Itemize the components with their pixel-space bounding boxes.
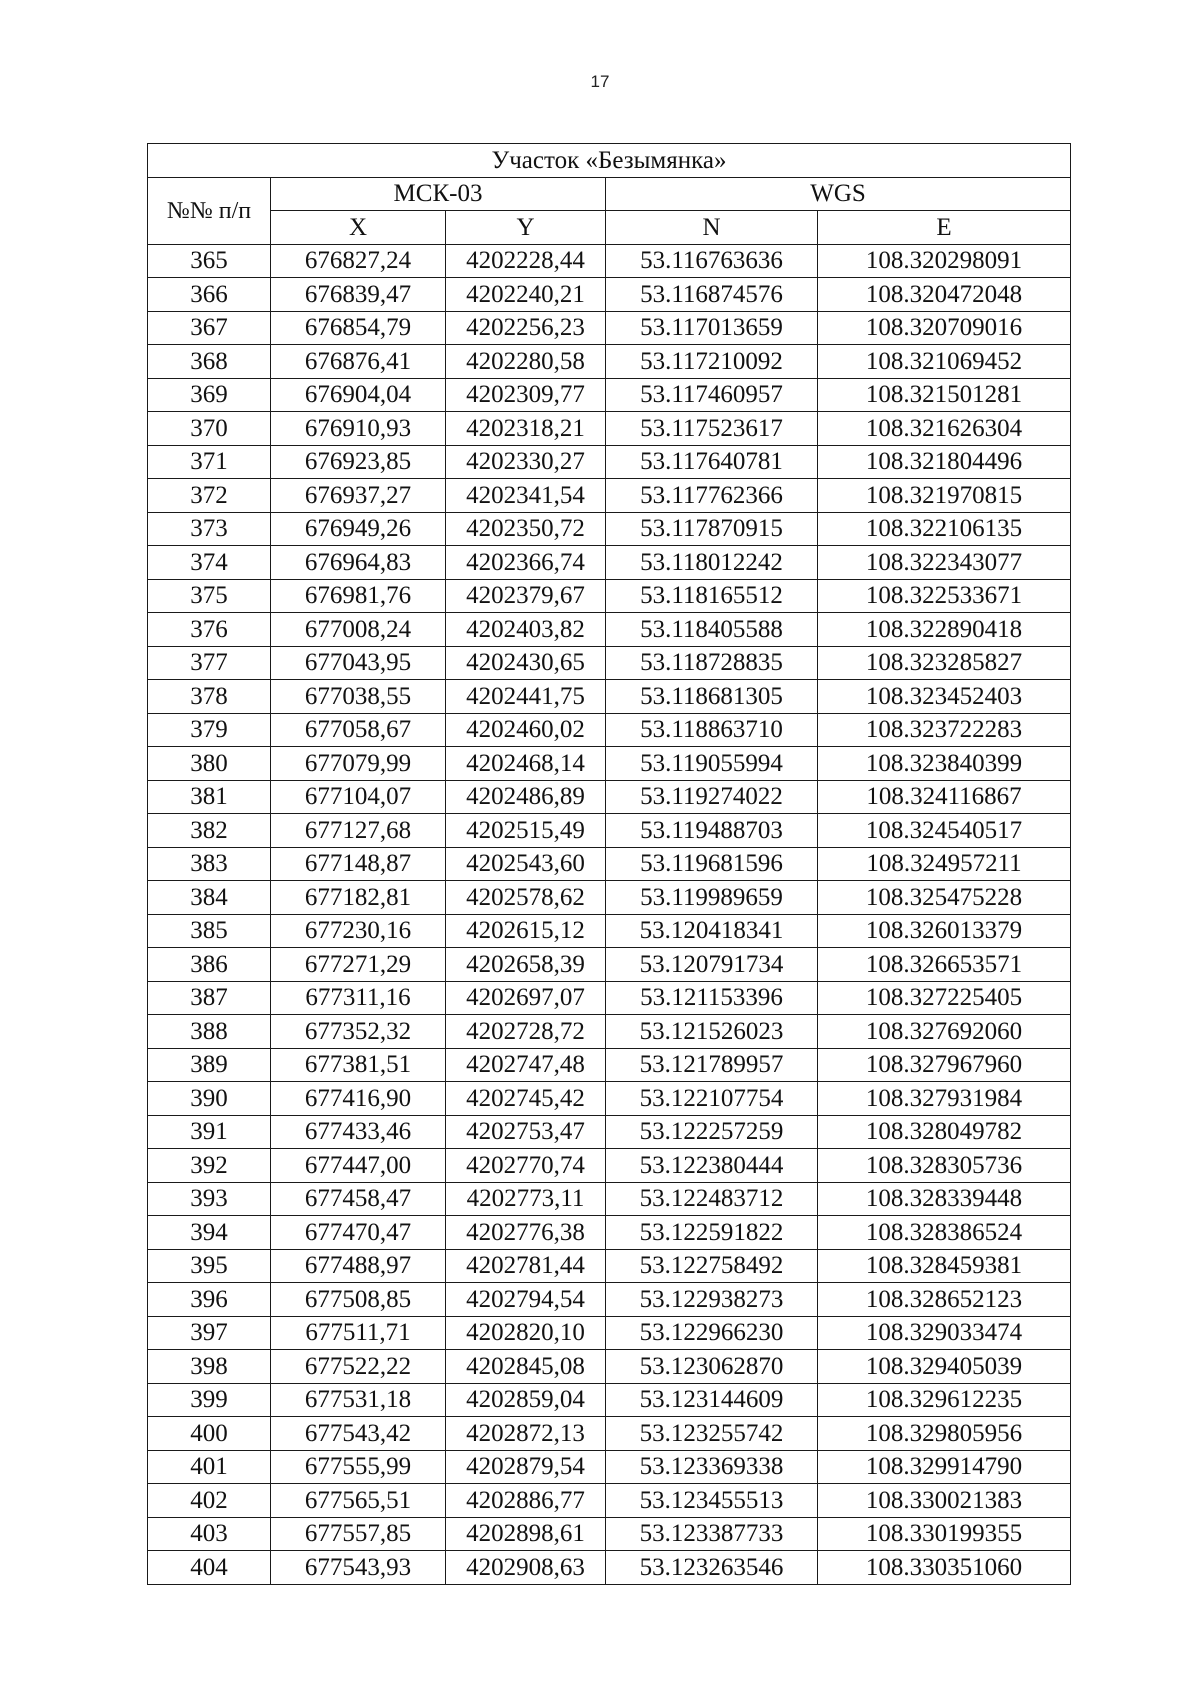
cell-number: 404 <box>148 1551 271 1585</box>
table-row <box>148 546 1071 580</box>
cell-n: 53.118728835 <box>606 646 818 680</box>
cell-y: 4202859,04 <box>446 1383 606 1417</box>
cell-n: 53.118012242 <box>606 546 818 580</box>
cell-e: 108.320709016 <box>818 311 1071 345</box>
column-header-n: N <box>606 211 818 245</box>
cell-e: 108.323452403 <box>818 680 1071 714</box>
cell-x: 677148,87 <box>271 847 446 881</box>
group-header-msk: МСК-03 <box>271 177 606 211</box>
cell-y: 4202543,60 <box>446 847 606 881</box>
cell-n: 53.123387733 <box>606 1517 818 1551</box>
cell-number: 389 <box>148 1048 271 1082</box>
cell-y: 4202745,42 <box>446 1082 606 1116</box>
cell-number: 388 <box>148 1015 271 1049</box>
cell-x: 677079,99 <box>271 747 446 781</box>
cell-number: 371 <box>148 445 271 479</box>
cell-n: 53.118863710 <box>606 713 818 747</box>
cell-y: 4202228,44 <box>446 244 606 278</box>
table-row <box>148 1417 1071 1451</box>
group-header-wgs: WGS <box>606 177 1071 211</box>
cell-x: 677038,55 <box>271 680 446 714</box>
cell-e: 108.320472048 <box>818 278 1071 312</box>
cell-e: 108.327931984 <box>818 1082 1071 1116</box>
cell-e: 108.329033474 <box>818 1316 1071 1350</box>
cell-number: 372 <box>148 479 271 513</box>
cell-x: 676910,93 <box>271 412 446 446</box>
cell-number: 397 <box>148 1316 271 1350</box>
cell-e: 108.328652123 <box>818 1283 1071 1317</box>
cell-x: 676876,41 <box>271 345 446 379</box>
cell-e: 108.330351060 <box>818 1551 1071 1585</box>
cell-x: 677104,07 <box>271 780 446 814</box>
cell-x: 677458,47 <box>271 1182 446 1216</box>
cell-number: 391 <box>148 1115 271 1149</box>
cell-x: 677433,46 <box>271 1115 446 1149</box>
cell-number: 373 <box>148 512 271 546</box>
cell-e: 108.327692060 <box>818 1015 1071 1049</box>
cell-y: 4202350,72 <box>446 512 606 546</box>
table-row <box>148 1015 1071 1049</box>
table-row <box>148 948 1071 982</box>
cell-e: 108.322533671 <box>818 579 1071 613</box>
table-row <box>148 713 1071 747</box>
cell-n: 53.119681596 <box>606 847 818 881</box>
cell-number: 369 <box>148 378 271 412</box>
cell-number: 401 <box>148 1450 271 1484</box>
cell-x: 677182,81 <box>271 881 446 915</box>
cell-e: 108.326013379 <box>818 914 1071 948</box>
cell-x: 676923,85 <box>271 445 446 479</box>
cell-e: 108.322890418 <box>818 613 1071 647</box>
cell-n: 53.122591822 <box>606 1216 818 1250</box>
cell-e: 108.329405039 <box>818 1350 1071 1384</box>
cell-n: 53.119488703 <box>606 814 818 848</box>
column-header-e: E <box>818 211 1071 245</box>
cell-n: 53.118681305 <box>606 680 818 714</box>
cell-e: 108.329914790 <box>818 1450 1071 1484</box>
cell-y: 4202318,21 <box>446 412 606 446</box>
cell-y: 4202366,74 <box>446 546 606 580</box>
cell-x: 676839,47 <box>271 278 446 312</box>
cell-n: 53.118405588 <box>606 613 818 647</box>
cell-y: 4202330,27 <box>446 445 606 479</box>
cell-y: 4202240,21 <box>446 278 606 312</box>
cell-n: 53.119055994 <box>606 747 818 781</box>
cell-number: 396 <box>148 1283 271 1317</box>
table-row <box>148 1182 1071 1216</box>
cell-e: 108.328459381 <box>818 1249 1071 1283</box>
table-row <box>148 1517 1071 1551</box>
cell-number: 395 <box>148 1249 271 1283</box>
cell-y: 4202770,74 <box>446 1149 606 1183</box>
table-row <box>148 814 1071 848</box>
table-row <box>148 445 1071 479</box>
group-header-row <box>148 177 1071 211</box>
cell-x: 677488,97 <box>271 1249 446 1283</box>
cell-y: 4202256,23 <box>446 311 606 345</box>
cell-n: 53.122483712 <box>606 1182 818 1216</box>
table-row <box>148 680 1071 714</box>
cell-n: 53.123062870 <box>606 1350 818 1384</box>
cell-number: 375 <box>148 579 271 613</box>
cell-number: 379 <box>148 713 271 747</box>
cell-x: 677543,93 <box>271 1551 446 1585</box>
table-row <box>148 1350 1071 1384</box>
cell-x: 676949,26 <box>271 512 446 546</box>
table-row <box>148 881 1071 915</box>
cell-y: 4202615,12 <box>446 914 606 948</box>
cell-y: 4202728,72 <box>446 1015 606 1049</box>
cell-y: 4202309,77 <box>446 378 606 412</box>
cell-x: 677271,29 <box>271 948 446 982</box>
cell-e: 108.323722283 <box>818 713 1071 747</box>
cell-x: 677555,99 <box>271 1450 446 1484</box>
cell-x: 677508,85 <box>271 1283 446 1317</box>
cell-y: 4202753,47 <box>446 1115 606 1149</box>
table-row <box>148 981 1071 1015</box>
cell-n: 53.123263546 <box>606 1551 818 1585</box>
cell-number: 400 <box>148 1417 271 1451</box>
cell-y: 4202794,54 <box>446 1283 606 1317</box>
cell-n: 53.116874576 <box>606 278 818 312</box>
cell-x: 677531,18 <box>271 1383 446 1417</box>
table-row <box>148 512 1071 546</box>
cell-y: 4202898,61 <box>446 1517 606 1551</box>
cell-e: 108.329805956 <box>818 1417 1071 1451</box>
cell-number: 398 <box>148 1350 271 1384</box>
table-row <box>148 378 1071 412</box>
table-row <box>148 1216 1071 1250</box>
cell-number: 393 <box>148 1182 271 1216</box>
cell-n: 53.123455513 <box>606 1484 818 1518</box>
cell-n: 53.122966230 <box>606 1316 818 1350</box>
cell-number: 402 <box>148 1484 271 1518</box>
cell-x: 677416,90 <box>271 1082 446 1116</box>
table-row <box>148 311 1071 345</box>
table-row <box>148 780 1071 814</box>
table-row <box>148 1249 1071 1283</box>
cell-number: 383 <box>148 847 271 881</box>
cell-n: 53.121153396 <box>606 981 818 1015</box>
cell-number: 394 <box>148 1216 271 1250</box>
table-row <box>148 345 1071 379</box>
cell-number: 365 <box>148 244 271 278</box>
cell-n: 53.123255742 <box>606 1417 818 1451</box>
column-header-number: №№ п/п <box>148 177 271 244</box>
cell-n: 53.123369338 <box>606 1450 818 1484</box>
table-row <box>148 1551 1071 1585</box>
cell-e: 108.322106135 <box>818 512 1071 546</box>
cell-x: 677470,47 <box>271 1216 446 1250</box>
table-row <box>148 1082 1071 1116</box>
cell-n: 53.123144609 <box>606 1383 818 1417</box>
cell-x: 677127,68 <box>271 814 446 848</box>
cell-y: 4202845,08 <box>446 1350 606 1384</box>
cell-x: 676937,27 <box>271 479 446 513</box>
table-title: Участок «Безымянка» <box>148 144 1071 178</box>
table-row <box>148 847 1071 881</box>
cell-x: 677381,51 <box>271 1048 446 1082</box>
cell-y: 4202697,07 <box>446 981 606 1015</box>
table-row <box>148 1316 1071 1350</box>
column-header-x: X <box>271 211 446 245</box>
cell-y: 4202578,62 <box>446 881 606 915</box>
cell-n: 53.117210092 <box>606 345 818 379</box>
cell-number: 399 <box>148 1383 271 1417</box>
cell-number: 370 <box>148 412 271 446</box>
table-title-row <box>148 144 1071 178</box>
table-row <box>148 278 1071 312</box>
cell-x: 677565,51 <box>271 1484 446 1518</box>
cell-n: 53.121526023 <box>606 1015 818 1049</box>
cell-x: 676827,24 <box>271 244 446 278</box>
cell-e: 108.328049782 <box>818 1115 1071 1149</box>
cell-y: 4202820,10 <box>446 1316 606 1350</box>
cell-n: 53.117460957 <box>606 378 818 412</box>
cell-e: 108.323285827 <box>818 646 1071 680</box>
cell-x: 677447,00 <box>271 1149 446 1183</box>
cell-x: 677230,16 <box>271 914 446 948</box>
cell-n: 53.117640781 <box>606 445 818 479</box>
cell-y: 4202403,82 <box>446 613 606 647</box>
cell-n: 53.118165512 <box>606 579 818 613</box>
cell-number: 381 <box>148 780 271 814</box>
cell-number: 382 <box>148 814 271 848</box>
cell-number: 376 <box>148 613 271 647</box>
cell-x: 677311,16 <box>271 981 446 1015</box>
cell-y: 4202747,48 <box>446 1048 606 1082</box>
cell-y: 4202280,58 <box>446 345 606 379</box>
cell-y: 4202781,44 <box>446 1249 606 1283</box>
table-row <box>148 1450 1071 1484</box>
cell-e: 108.324957211 <box>818 847 1071 881</box>
page-number: 17 <box>590 72 610 91</box>
cell-number: 392 <box>148 1149 271 1183</box>
cell-e: 108.321501281 <box>818 378 1071 412</box>
cell-x: 677352,32 <box>271 1015 446 1049</box>
cell-y: 4202886,77 <box>446 1484 606 1518</box>
cell-y: 4202430,65 <box>446 646 606 680</box>
table-row <box>148 412 1071 446</box>
cell-y: 4202460,02 <box>446 713 606 747</box>
cell-e: 108.321626304 <box>818 412 1071 446</box>
cell-number: 368 <box>148 345 271 379</box>
table-body <box>148 244 1071 1584</box>
cell-y: 4202468,14 <box>446 747 606 781</box>
cell-e: 108.330021383 <box>818 1484 1071 1518</box>
cell-x: 676964,83 <box>271 546 446 580</box>
cell-e: 108.321970815 <box>818 479 1071 513</box>
cell-e: 108.327967960 <box>818 1048 1071 1082</box>
table-row <box>148 747 1071 781</box>
cell-number: 385 <box>148 914 271 948</box>
table-row <box>148 1484 1071 1518</box>
cell-x: 677008,24 <box>271 613 446 647</box>
table-row <box>148 646 1071 680</box>
cell-y: 4202486,89 <box>446 780 606 814</box>
coordinates-table <box>147 143 1071 1585</box>
cell-number: 377 <box>148 646 271 680</box>
cell-y: 4202776,38 <box>446 1216 606 1250</box>
cell-y: 4202872,13 <box>446 1417 606 1451</box>
cell-n: 53.121789957 <box>606 1048 818 1082</box>
cell-x: 677511,71 <box>271 1316 446 1350</box>
cell-e: 108.329612235 <box>818 1383 1071 1417</box>
table-row <box>148 479 1071 513</box>
cell-e: 108.324116867 <box>818 780 1071 814</box>
cell-e: 108.326653571 <box>818 948 1071 982</box>
cell-y: 4202341,54 <box>446 479 606 513</box>
cell-n: 53.120791734 <box>606 948 818 982</box>
cell-n: 53.120418341 <box>606 914 818 948</box>
cell-y: 4202879,54 <box>446 1450 606 1484</box>
cell-number: 367 <box>148 311 271 345</box>
cell-n: 53.117762366 <box>606 479 818 513</box>
table-row <box>148 1048 1071 1082</box>
cell-y: 4202515,49 <box>446 814 606 848</box>
column-header-y: Y <box>446 211 606 245</box>
table-row <box>148 1115 1071 1149</box>
cell-n: 53.117870915 <box>606 512 818 546</box>
cell-x: 677543,42 <box>271 1417 446 1451</box>
cell-number: 386 <box>148 948 271 982</box>
cell-number: 387 <box>148 981 271 1015</box>
cell-number: 403 <box>148 1517 271 1551</box>
cell-y: 4202379,67 <box>446 579 606 613</box>
cell-x: 677043,95 <box>271 646 446 680</box>
cell-e: 108.324540517 <box>818 814 1071 848</box>
cell-e: 108.330199355 <box>818 1517 1071 1551</box>
cell-n: 53.116763636 <box>606 244 818 278</box>
table-row <box>148 244 1071 278</box>
cell-number: 366 <box>148 278 271 312</box>
cell-x: 676904,04 <box>271 378 446 412</box>
cell-n: 53.119274022 <box>606 780 818 814</box>
cell-e: 108.321804496 <box>818 445 1071 479</box>
table-row <box>148 613 1071 647</box>
table-header <box>148 144 1071 245</box>
cell-n: 53.122758492 <box>606 1249 818 1283</box>
cell-n: 53.117013659 <box>606 311 818 345</box>
table-row <box>148 1149 1071 1183</box>
cell-x: 677557,85 <box>271 1517 446 1551</box>
cell-e: 108.323840399 <box>818 747 1071 781</box>
cell-n: 53.122938273 <box>606 1283 818 1317</box>
table-row <box>148 914 1071 948</box>
cell-x: 677058,67 <box>271 713 446 747</box>
cell-n: 53.122257259 <box>606 1115 818 1149</box>
cell-number: 380 <box>148 747 271 781</box>
cell-n: 53.122107754 <box>606 1082 818 1116</box>
cell-number: 384 <box>148 881 271 915</box>
cell-x: 676854,79 <box>271 311 446 345</box>
cell-e: 108.321069452 <box>818 345 1071 379</box>
cell-y: 4202658,39 <box>446 948 606 982</box>
cell-e: 108.322343077 <box>818 546 1071 580</box>
cell-y: 4202908,63 <box>446 1551 606 1585</box>
cell-n: 53.117523617 <box>606 412 818 446</box>
cell-e: 108.328386524 <box>818 1216 1071 1250</box>
cell-n: 53.119989659 <box>606 881 818 915</box>
table-row <box>148 1283 1071 1317</box>
cell-x: 677522,22 <box>271 1350 446 1384</box>
cell-number: 378 <box>148 680 271 714</box>
table-row <box>148 579 1071 613</box>
cell-number: 374 <box>148 546 271 580</box>
cell-e: 108.328305736 <box>818 1149 1071 1183</box>
cell-x: 676981,76 <box>271 579 446 613</box>
cell-number: 390 <box>148 1082 271 1116</box>
cell-y: 4202441,75 <box>446 680 606 714</box>
cell-e: 108.325475228 <box>818 881 1071 915</box>
cell-e: 108.328339448 <box>818 1182 1071 1216</box>
cell-n: 53.122380444 <box>606 1149 818 1183</box>
cell-e: 108.327225405 <box>818 981 1071 1015</box>
table-row <box>148 1383 1071 1417</box>
cell-y: 4202773,11 <box>446 1182 606 1216</box>
column-header-row <box>148 211 1071 245</box>
cell-e: 108.320298091 <box>818 244 1071 278</box>
